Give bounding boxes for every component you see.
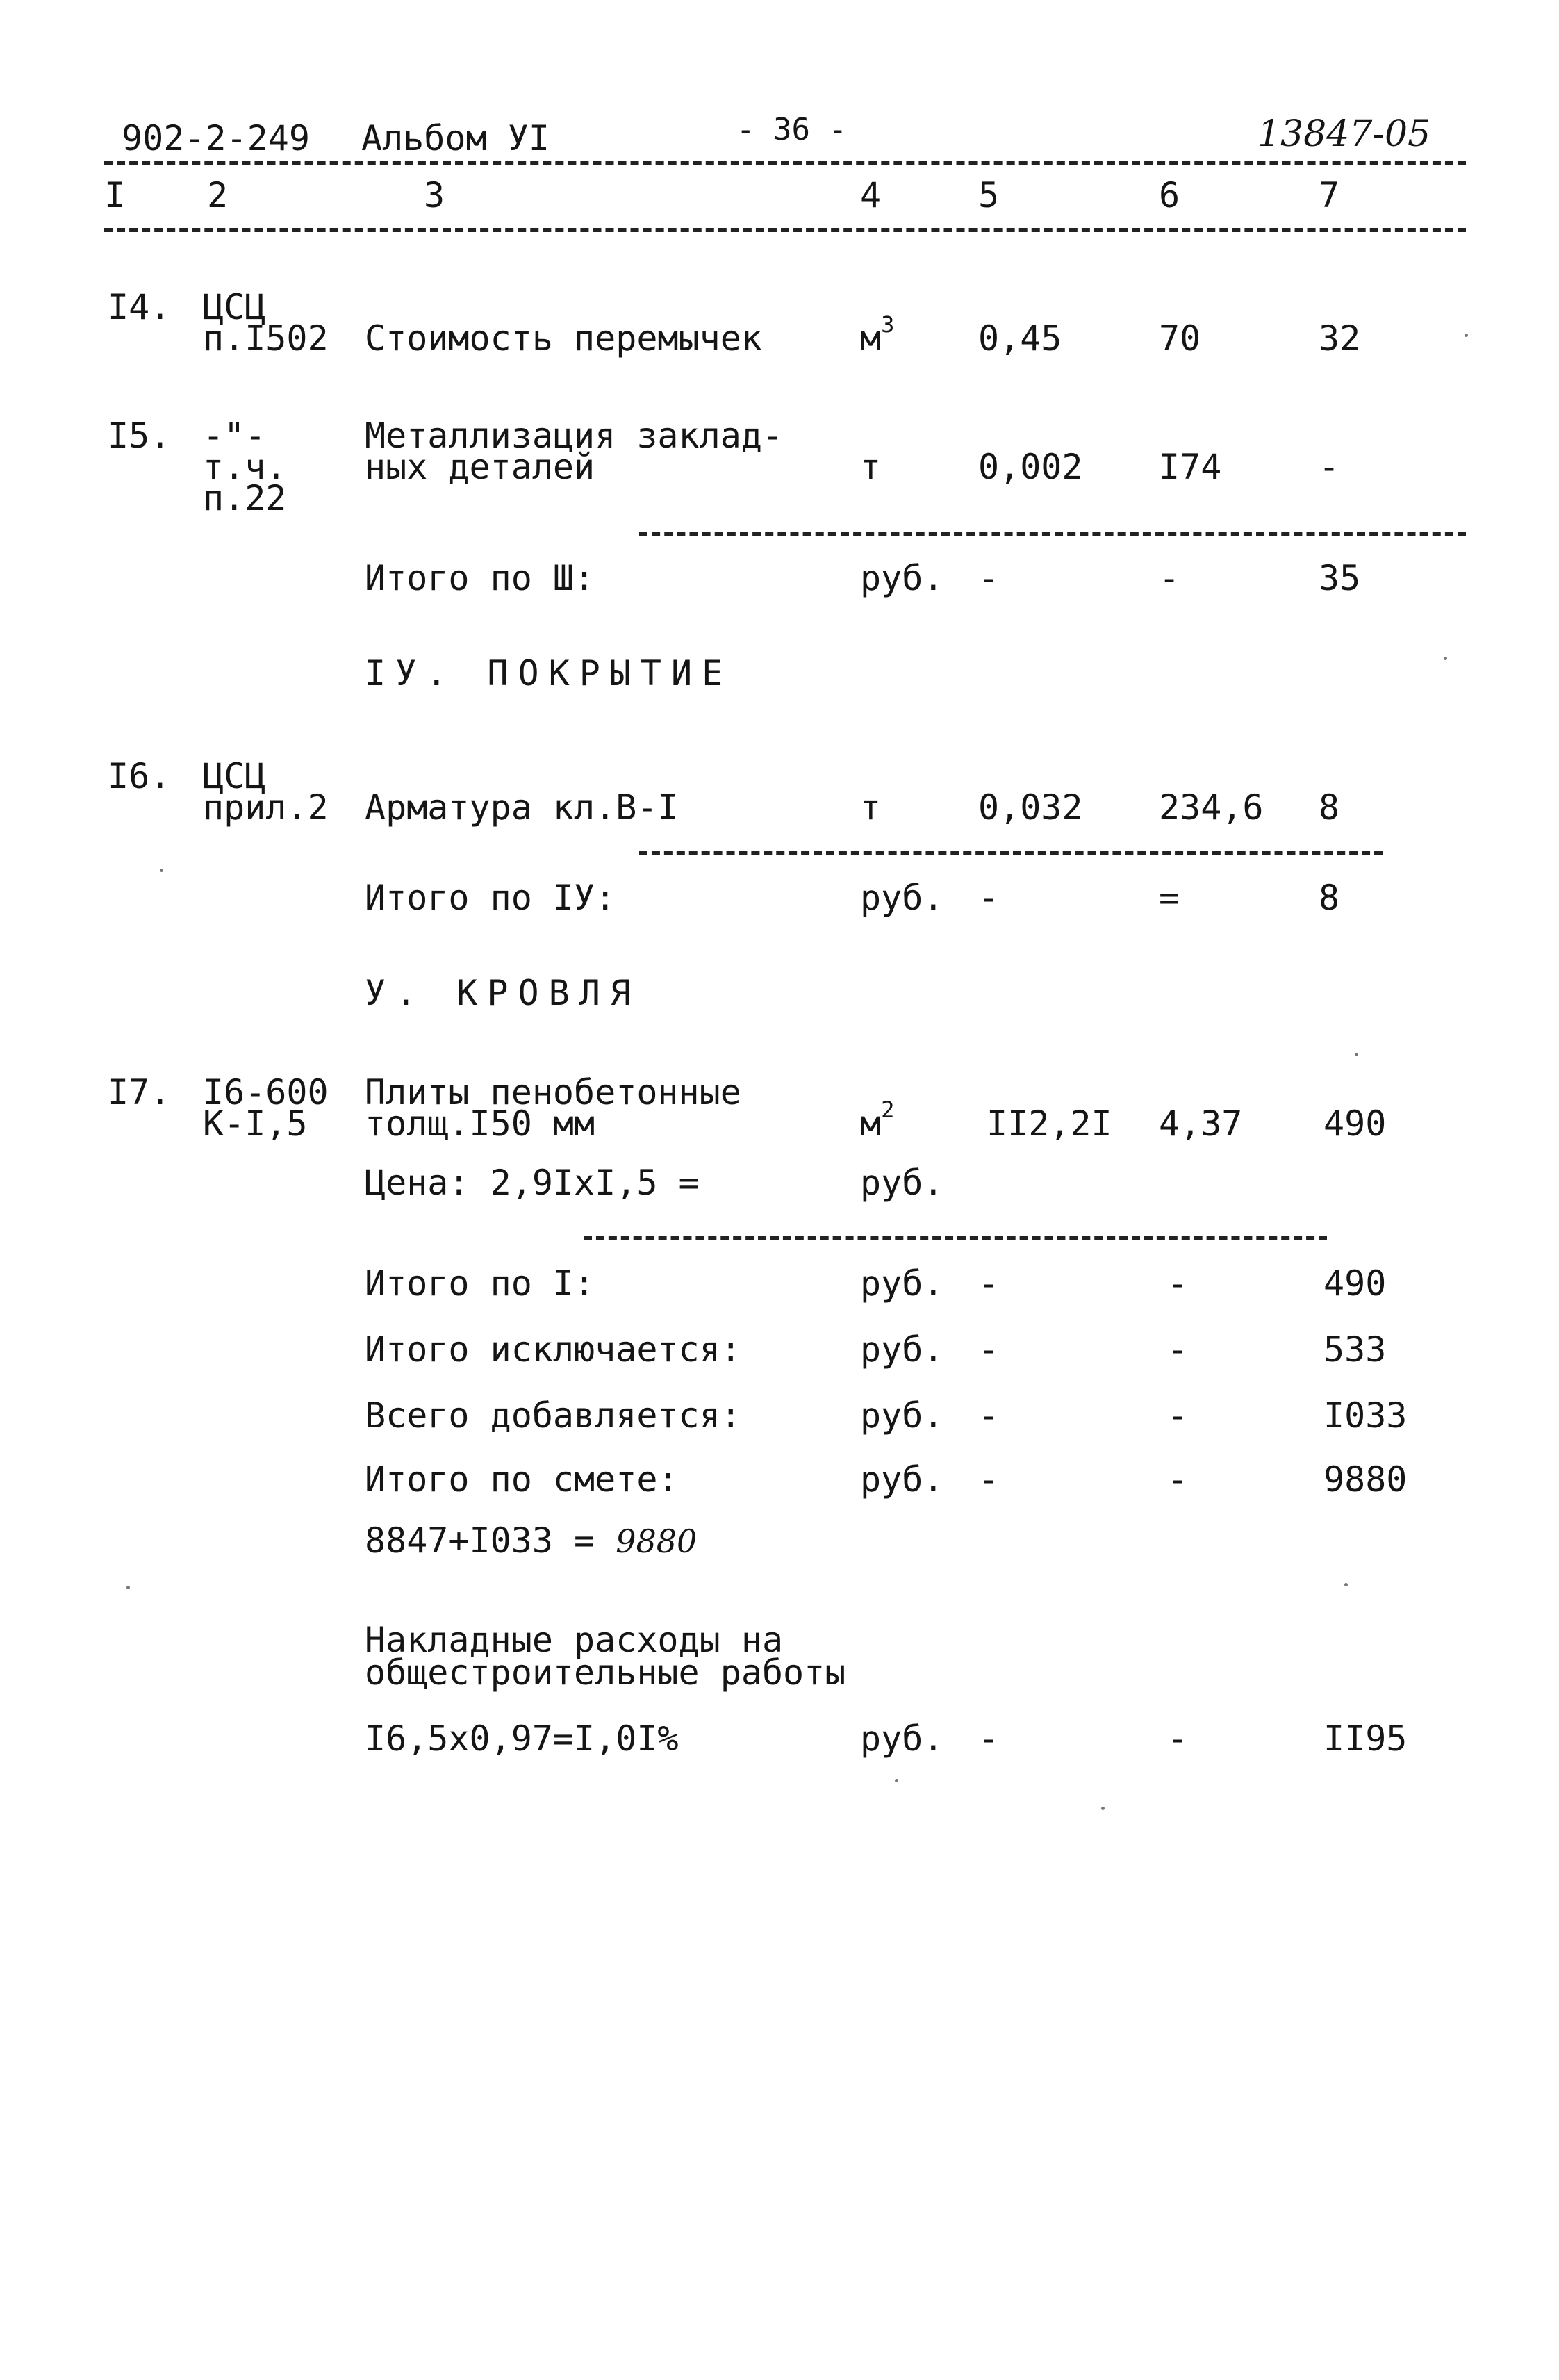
total-unit: руб. xyxy=(860,1263,944,1304)
subtotal-qty: - xyxy=(978,558,1000,598)
calc-handwritten: 9880 xyxy=(616,1523,698,1560)
scan-speck xyxy=(1465,334,1468,337)
subtotal-total: 8 xyxy=(1319,878,1340,918)
total-price: - xyxy=(1167,1263,1189,1304)
subtotal-label: Итого по Ш: xyxy=(365,558,595,598)
total-label: Итого по I: xyxy=(365,1263,595,1304)
totals-divider xyxy=(584,1236,1327,1240)
scan-speck xyxy=(126,1586,130,1589)
row-desc: толщ.I50 мм xyxy=(365,1103,595,1144)
scan-speck xyxy=(160,869,163,872)
price-formula: Цена: 2,9IхI,5 = xyxy=(365,1163,700,1203)
subtotal-label: Итого по IУ: xyxy=(365,878,616,918)
row-price: I74 xyxy=(1159,447,1222,487)
total-price: - xyxy=(1167,1459,1189,1500)
row-price: 4,37 xyxy=(1159,1103,1243,1144)
subtotal-price: - xyxy=(1159,558,1180,598)
row-total: - xyxy=(1319,447,1340,487)
total-value: I033 xyxy=(1323,1395,1408,1436)
row-num: I4. xyxy=(108,287,171,327)
scan-speck xyxy=(1355,1053,1358,1056)
row-qty: II2,2I xyxy=(987,1103,1112,1144)
total-qty: - xyxy=(978,1329,1000,1370)
total-price: - xyxy=(1167,1329,1189,1370)
row-qty: 0,032 xyxy=(978,787,1083,828)
row-total: 32 xyxy=(1319,318,1361,359)
subtotal-divider xyxy=(639,532,1466,536)
subtotal-unit: руб. xyxy=(860,878,944,918)
unit-superscript: 3 xyxy=(881,311,895,338)
subtotal-price: = xyxy=(1159,878,1180,918)
total-value: 9880 xyxy=(1323,1459,1408,1500)
total-unit: руб. xyxy=(860,1459,944,1500)
total-unit: руб. xyxy=(860,1395,944,1436)
row-ref: т.ч. xyxy=(203,447,287,487)
calc-typed: 8847+I033 = xyxy=(365,1520,595,1561)
row-desc: Металлизация заклад- xyxy=(365,416,784,456)
total-price: - xyxy=(1167,1395,1189,1436)
total-label: Всего добавляется: xyxy=(365,1395,741,1436)
section-heading: У. КРОВЛЯ xyxy=(365,973,641,1013)
scan-speck xyxy=(895,1779,898,1782)
total-qty: - xyxy=(978,1263,1000,1304)
row-ref: ЦСЦ xyxy=(203,756,266,796)
header-divider xyxy=(104,161,1466,165)
total-label: Итого по смете: xyxy=(365,1459,679,1500)
total-unit: руб. xyxy=(860,1329,944,1370)
total-value: 490 xyxy=(1323,1263,1387,1304)
album-label: Альбом УI xyxy=(361,118,550,158)
row-num: I5. xyxy=(108,416,171,456)
overhead-formula: I6,5х0,97=I,0I% xyxy=(365,1718,679,1759)
row-unit: $м^3$ xyxy=(860,311,895,359)
row-ref: прил.2 xyxy=(203,787,329,828)
col-6: 6 xyxy=(1159,175,1180,215)
col-2: 2 xyxy=(207,175,229,215)
col-1: I xyxy=(104,175,126,215)
page-number: - 36 - xyxy=(736,112,847,147)
overhead-label: Накладные расходы на xyxy=(365,1620,784,1660)
scan-speck xyxy=(1101,1807,1105,1810)
row-ref: п.I502 xyxy=(203,318,329,359)
project-code: 902-2-249 xyxy=(122,118,310,158)
row-ref: К-I,5 xyxy=(203,1103,308,1144)
row-qty: 0,45 xyxy=(978,318,1062,359)
subtotal-total: 35 xyxy=(1319,558,1361,598)
col-7: 7 xyxy=(1319,175,1340,215)
total-qty: - xyxy=(978,1459,1000,1500)
subtotal-divider xyxy=(639,851,1383,855)
row-unit: $м^2$ xyxy=(860,1097,895,1144)
row-ref: -"- xyxy=(203,416,266,456)
row-total: 8 xyxy=(1319,787,1340,828)
col-4: 4 xyxy=(860,175,882,215)
total-qty: - xyxy=(978,1395,1000,1436)
row-desc: Арматура кл.В-I xyxy=(365,787,679,828)
overhead-label: общестроительные работы xyxy=(365,1652,846,1693)
subtotal-qty: - xyxy=(978,878,1000,918)
row-desc: ных деталей xyxy=(365,447,595,487)
row-unit: т xyxy=(860,447,882,487)
row-qty: 0,002 xyxy=(978,447,1083,487)
overhead-total: II95 xyxy=(1323,1718,1408,1759)
subtotal-unit: руб. xyxy=(860,558,944,598)
overhead-unit: руб. xyxy=(860,1718,944,1759)
row-ref: I6-600 xyxy=(203,1072,329,1113)
row-num: I6. xyxy=(108,756,171,796)
row-unit: т xyxy=(860,787,882,828)
row-price: 234,6 xyxy=(1159,787,1264,828)
total-value: 533 xyxy=(1323,1329,1387,1370)
row-desc: Стоимость перемычек xyxy=(365,318,762,359)
col-3: 3 xyxy=(424,175,445,215)
scan-speck xyxy=(1344,1583,1348,1586)
row-ref: ЦСЦ xyxy=(203,287,266,327)
calc-line xyxy=(365,1522,697,1560)
unit-superscript: 2 xyxy=(881,1097,895,1123)
row-num: I7. xyxy=(108,1072,171,1113)
row-ref: п.22 xyxy=(203,478,287,518)
row-desc: Плиты пенобетонные xyxy=(365,1072,741,1113)
column-header-divider xyxy=(104,228,1466,232)
doc-number: 13847-05 xyxy=(1257,113,1431,155)
overhead-price: - xyxy=(1167,1718,1189,1759)
section-heading: IУ. ПОКРЫТИЕ xyxy=(365,653,733,694)
overhead-qty: - xyxy=(978,1718,1000,1759)
col-5: 5 xyxy=(978,175,1000,215)
total-label: Итого исключается: xyxy=(365,1329,741,1370)
row-total: 490 xyxy=(1323,1103,1387,1144)
row-price: 70 xyxy=(1159,318,1201,359)
price-unit: руб. xyxy=(860,1163,944,1203)
scan-speck xyxy=(1444,657,1447,660)
